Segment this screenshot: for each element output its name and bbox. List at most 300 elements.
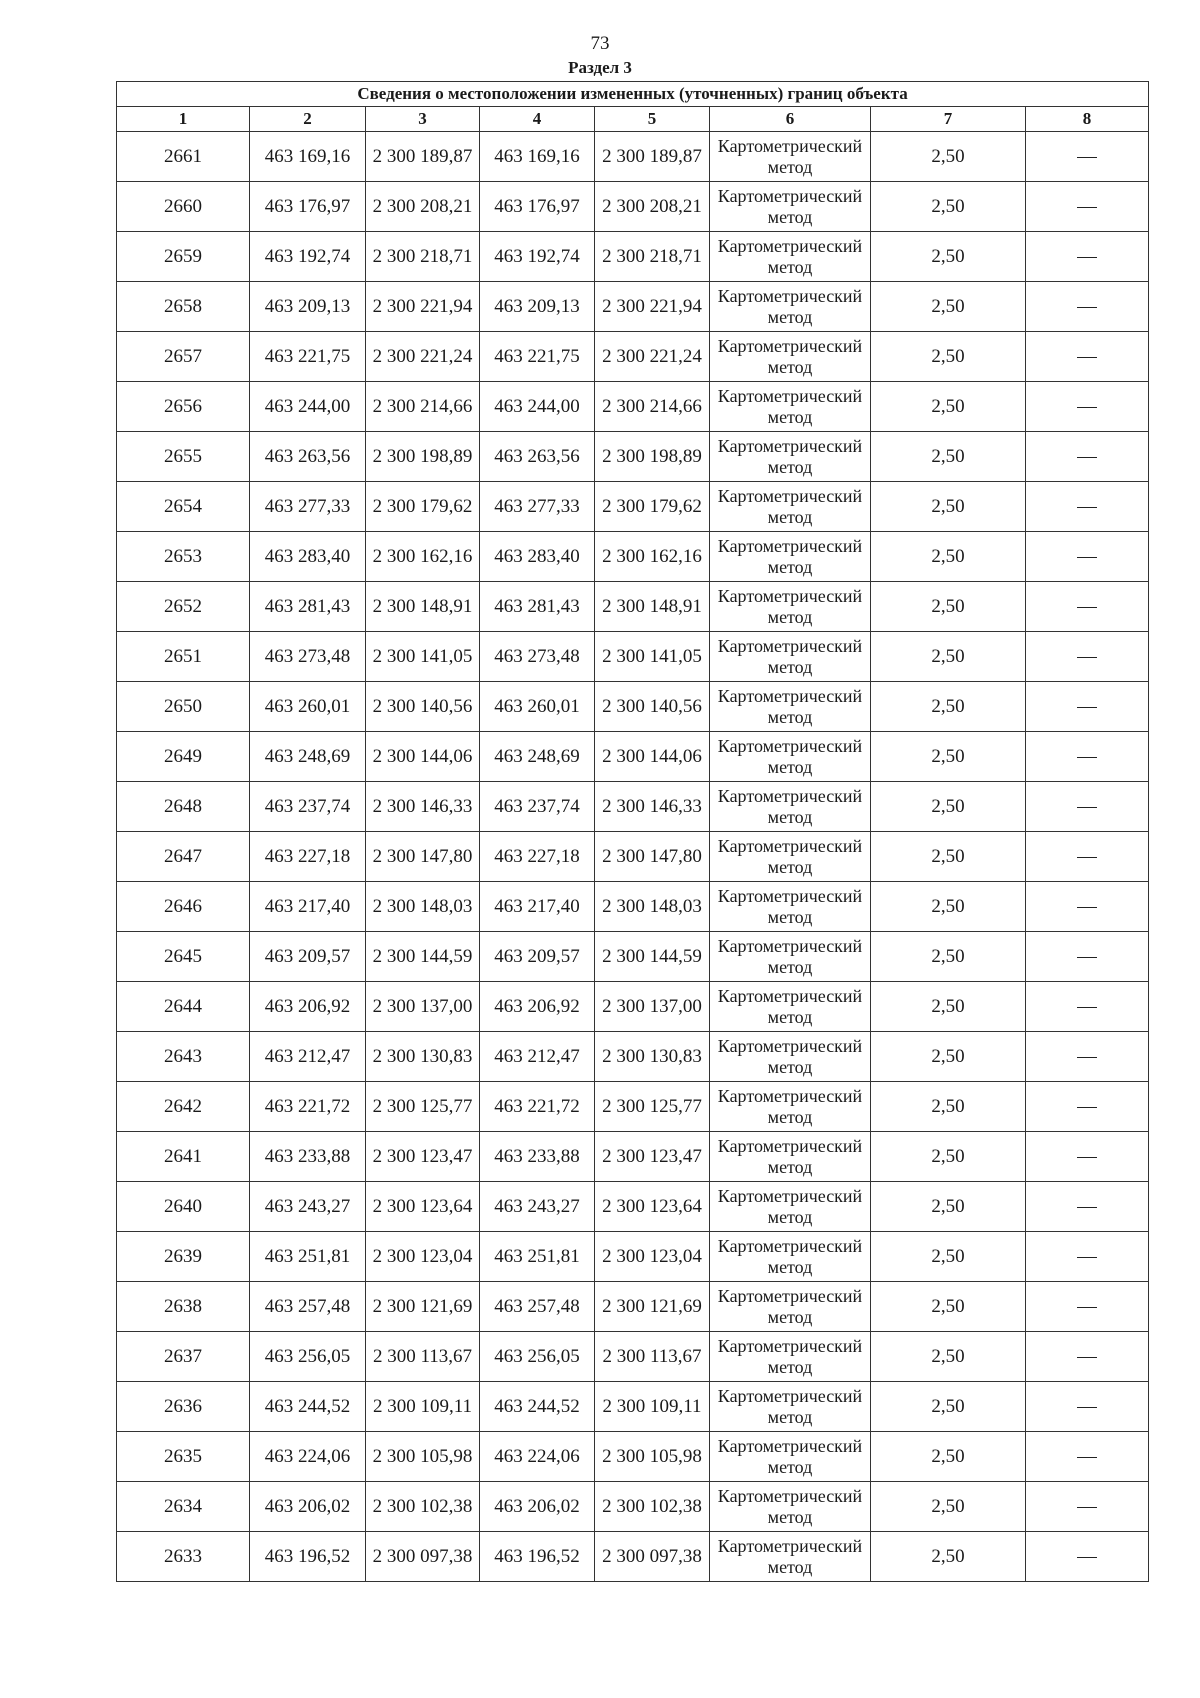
point-number-cell: 2636: [117, 1382, 250, 1432]
y-existing-cell: 2 300 121,69: [366, 1282, 480, 1332]
column-header: 3: [366, 107, 480, 132]
point-number-cell: 2655: [117, 432, 250, 482]
note-cell: [1026, 132, 1149, 182]
table-row: [117, 132, 1149, 182]
x-refined-cell: 463 237,74: [480, 782, 595, 832]
dash-mark: [1077, 1207, 1097, 1208]
dash-mark: [1077, 1457, 1097, 1458]
y-refined-cell: 2 300 146,33: [595, 782, 710, 832]
x-refined-cell: 463 260,01: [480, 682, 595, 732]
table-row: [117, 1182, 1149, 1232]
x-refined-cell: 463 251,81: [480, 1232, 595, 1282]
y-existing-cell: 2 300 123,04: [366, 1232, 480, 1282]
x-refined-cell: 463 283,40: [480, 532, 595, 582]
note-cell: [1026, 182, 1149, 232]
dash-mark: [1077, 807, 1097, 808]
dash-mark: [1077, 657, 1097, 658]
note-cell: [1026, 932, 1149, 982]
x-refined-cell: 463 169,16: [480, 132, 595, 182]
point-number-cell: 2648: [117, 782, 250, 832]
y-refined-cell: 2 300 189,87: [595, 132, 710, 182]
dash-mark: [1077, 757, 1097, 758]
point-number-cell: 2639: [117, 1232, 250, 1282]
column-header-row: [117, 107, 1149, 132]
method-cell: Картометрический метод: [710, 982, 871, 1032]
table-body: [117, 132, 1149, 1582]
x-existing-cell: 463 277,33: [250, 482, 366, 532]
y-refined-cell: 2 300 144,06: [595, 732, 710, 782]
y-existing-cell: 2 300 179,62: [366, 482, 480, 532]
dash-mark: [1077, 1107, 1097, 1108]
method-cell: Картометрический метод: [710, 132, 871, 182]
x-refined-cell: 463 224,06: [480, 1432, 595, 1482]
point-number-cell: 2653: [117, 532, 250, 582]
x-refined-cell: 463 196,52: [480, 1532, 595, 1582]
x-refined-cell: 463 227,18: [480, 832, 595, 882]
note-cell: [1026, 1432, 1149, 1482]
x-existing-cell: 463 196,52: [250, 1532, 366, 1582]
y-refined-cell: 2 300 123,47: [595, 1132, 710, 1182]
x-existing-cell: 463 281,43: [250, 582, 366, 632]
x-refined-cell: 463 273,48: [480, 632, 595, 682]
y-refined-cell: 2 300 221,94: [595, 282, 710, 332]
column-header: 1: [117, 107, 250, 132]
accuracy-cell: 2,50: [871, 1532, 1026, 1582]
x-existing-cell: 463 192,74: [250, 232, 366, 282]
y-refined-cell: 2 300 148,91: [595, 582, 710, 632]
x-existing-cell: 463 227,18: [250, 832, 366, 882]
accuracy-cell: 2,50: [871, 1482, 1026, 1532]
y-existing-cell: 2 300 130,83: [366, 1032, 480, 1082]
accuracy-cell: 2,50: [871, 182, 1026, 232]
note-cell: [1026, 282, 1149, 332]
accuracy-cell: 2,50: [871, 1082, 1026, 1132]
note-cell: [1026, 632, 1149, 682]
method-cell: Картометрический метод: [710, 532, 871, 582]
x-existing-cell: 463 260,01: [250, 682, 366, 732]
point-number-cell: 2644: [117, 982, 250, 1032]
y-refined-cell: 2 300 125,77: [595, 1082, 710, 1132]
point-number-cell: 2658: [117, 282, 250, 332]
x-existing-cell: 463 256,05: [250, 1332, 366, 1382]
y-existing-cell: 2 300 208,21: [366, 182, 480, 232]
method-cell: Картометрический метод: [710, 1432, 871, 1482]
table-row: [117, 1382, 1149, 1432]
note-cell: [1026, 1032, 1149, 1082]
x-existing-cell: 463 224,06: [250, 1432, 366, 1482]
method-cell: Картометрический метод: [710, 732, 871, 782]
method-cell: Картометрический метод: [710, 332, 871, 382]
method-cell: Картометрический метод: [710, 432, 871, 482]
table-row: [117, 182, 1149, 232]
point-number-cell: 2640: [117, 1182, 250, 1232]
x-existing-cell: 463 209,57: [250, 932, 366, 982]
x-existing-cell: 463 251,81: [250, 1232, 366, 1282]
x-refined-cell: 463 206,02: [480, 1482, 595, 1532]
x-refined-cell: 463 248,69: [480, 732, 595, 782]
method-cell: Картометрический метод: [710, 1532, 871, 1582]
method-cell: Картометрический метод: [710, 1332, 871, 1382]
y-existing-cell: 2 300 144,59: [366, 932, 480, 982]
x-existing-cell: 463 209,13: [250, 282, 366, 332]
x-existing-cell: 463 221,72: [250, 1082, 366, 1132]
table-row: [117, 682, 1149, 732]
method-cell: Картометрический метод: [710, 782, 871, 832]
note-cell: [1026, 1082, 1149, 1132]
note-cell: [1026, 1132, 1149, 1182]
point-number-cell: 2652: [117, 582, 250, 632]
point-number-cell: 2656: [117, 382, 250, 432]
dash-mark: [1077, 957, 1097, 958]
point-number-cell: 2634: [117, 1482, 250, 1532]
accuracy-cell: 2,50: [871, 232, 1026, 282]
boundary-coordinates-table: [116, 81, 1149, 1582]
y-existing-cell: 2 300 221,24: [366, 332, 480, 382]
y-existing-cell: 2 300 218,71: [366, 232, 480, 282]
point-number-cell: 2641: [117, 1132, 250, 1182]
table-row: [117, 1332, 1149, 1382]
x-refined-cell: 463 277,33: [480, 482, 595, 532]
y-refined-cell: 2 300 147,80: [595, 832, 710, 882]
y-refined-cell: 2 300 214,66: [595, 382, 710, 432]
x-refined-cell: 463 209,13: [480, 282, 595, 332]
accuracy-cell: 2,50: [871, 1282, 1026, 1332]
dash-mark: [1077, 1307, 1097, 1308]
table-row: [117, 332, 1149, 382]
y-existing-cell: 2 300 141,05: [366, 632, 480, 682]
y-existing-cell: 2 300 140,56: [366, 682, 480, 732]
table-row: [117, 732, 1149, 782]
x-existing-cell: 463 243,27: [250, 1182, 366, 1232]
accuracy-cell: 2,50: [871, 1332, 1026, 1382]
table-row: [117, 532, 1149, 582]
accuracy-cell: 2,50: [871, 882, 1026, 932]
point-number-cell: 2660: [117, 182, 250, 232]
method-cell: Картометрический метод: [710, 882, 871, 932]
method-cell: Картометрический метод: [710, 632, 871, 682]
x-refined-cell: 463 281,43: [480, 582, 595, 632]
table-row: [117, 1082, 1149, 1132]
note-cell: [1026, 682, 1149, 732]
dash-mark: [1077, 357, 1097, 358]
method-cell: Картометрический метод: [710, 1032, 871, 1082]
x-existing-cell: 463 273,48: [250, 632, 366, 682]
x-refined-cell: 463 212,47: [480, 1032, 595, 1082]
note-cell: [1026, 882, 1149, 932]
x-refined-cell: 463 243,27: [480, 1182, 595, 1232]
note-cell: [1026, 1232, 1149, 1282]
table-row: [117, 1282, 1149, 1332]
accuracy-cell: 2,50: [871, 582, 1026, 632]
point-number-cell: 2657: [117, 332, 250, 382]
table-row: [117, 1032, 1149, 1082]
dash-mark: [1077, 1407, 1097, 1408]
x-refined-cell: 463 244,52: [480, 1382, 595, 1432]
table-row: [117, 432, 1149, 482]
x-existing-cell: 463 244,52: [250, 1382, 366, 1432]
x-refined-cell: 463 263,56: [480, 432, 595, 482]
point-number-cell: 2635: [117, 1432, 250, 1482]
accuracy-cell: 2,50: [871, 432, 1026, 482]
table-row: [117, 982, 1149, 1032]
x-refined-cell: 463 217,40: [480, 882, 595, 932]
y-existing-cell: 2 300 148,03: [366, 882, 480, 932]
dash-mark: [1077, 157, 1097, 158]
y-refined-cell: 2 300 121,69: [595, 1282, 710, 1332]
point-number-cell: 2649: [117, 732, 250, 782]
column-header: 4: [480, 107, 595, 132]
x-refined-cell: 463 257,48: [480, 1282, 595, 1332]
x-existing-cell: 463 221,75: [250, 332, 366, 382]
y-refined-cell: 2 300 113,67: [595, 1332, 710, 1382]
y-existing-cell: 2 300 113,67: [366, 1332, 480, 1382]
y-existing-cell: 2 300 198,89: [366, 432, 480, 482]
table-row: [117, 1482, 1149, 1532]
note-cell: [1026, 1182, 1149, 1232]
note-cell: [1026, 732, 1149, 782]
table-row: [117, 482, 1149, 532]
table-row: [117, 882, 1149, 932]
x-refined-cell: 463 192,74: [480, 232, 595, 282]
x-existing-cell: 463 217,40: [250, 882, 366, 932]
accuracy-cell: 2,50: [871, 282, 1026, 332]
x-existing-cell: 463 176,97: [250, 182, 366, 232]
x-refined-cell: 463 206,92: [480, 982, 595, 1032]
x-existing-cell: 463 237,74: [250, 782, 366, 832]
point-number-cell: 2651: [117, 632, 250, 682]
accuracy-cell: 2,50: [871, 932, 1026, 982]
dash-mark: [1077, 307, 1097, 308]
accuracy-cell: 2,50: [871, 782, 1026, 832]
dash-mark: [1077, 1157, 1097, 1158]
x-existing-cell: 463 244,00: [250, 382, 366, 432]
table-row: [117, 632, 1149, 682]
table-row: [117, 782, 1149, 832]
method-cell: Картометрический метод: [710, 1132, 871, 1182]
x-refined-cell: 463 256,05: [480, 1332, 595, 1382]
y-existing-cell: 2 300 147,80: [366, 832, 480, 882]
accuracy-cell: 2,50: [871, 482, 1026, 532]
table-caption: Сведения о местоположении измененных (уточненных) границ объекта: [117, 82, 1149, 107]
dash-mark: [1077, 1507, 1097, 1508]
dash-mark: [1077, 207, 1097, 208]
method-cell: Картометрический метод: [710, 1182, 871, 1232]
point-number-cell: 2643: [117, 1032, 250, 1082]
y-refined-cell: 2 300 109,11: [595, 1382, 710, 1432]
point-number-cell: 2659: [117, 232, 250, 282]
note-cell: [1026, 782, 1149, 832]
x-refined-cell: 463 221,72: [480, 1082, 595, 1132]
note-cell: [1026, 332, 1149, 382]
method-cell: Картометрический метод: [710, 1482, 871, 1532]
x-refined-cell: 463 244,00: [480, 382, 595, 432]
accuracy-cell: 2,50: [871, 632, 1026, 682]
accuracy-cell: 2,50: [871, 732, 1026, 782]
table-row: [117, 1132, 1149, 1182]
accuracy-cell: 2,50: [871, 532, 1026, 582]
accuracy-cell: 2,50: [871, 382, 1026, 432]
point-number-cell: 2650: [117, 682, 250, 732]
x-existing-cell: 463 263,56: [250, 432, 366, 482]
accuracy-cell: 2,50: [871, 682, 1026, 732]
page-number: 73: [590, 33, 610, 54]
table-row: [117, 1532, 1149, 1582]
column-header: 8: [1026, 107, 1149, 132]
note-cell: [1026, 832, 1149, 882]
y-existing-cell: 2 300 097,38: [366, 1532, 480, 1582]
note-cell: [1026, 532, 1149, 582]
point-number-cell: 2647: [117, 832, 250, 882]
method-cell: Картометрический метод: [710, 182, 871, 232]
dash-mark: [1077, 907, 1097, 908]
point-number-cell: 2645: [117, 932, 250, 982]
x-existing-cell: 463 257,48: [250, 1282, 366, 1332]
y-existing-cell: 2 300 123,47: [366, 1132, 480, 1182]
y-refined-cell: 2 300 148,03: [595, 882, 710, 932]
x-existing-cell: 463 169,16: [250, 132, 366, 182]
method-cell: Картометрический метод: [710, 932, 871, 982]
note-cell: [1026, 1382, 1149, 1432]
y-existing-cell: 2 300 105,98: [366, 1432, 480, 1482]
method-cell: Картометрический метод: [710, 1232, 871, 1282]
table-row: [117, 382, 1149, 432]
note-cell: [1026, 482, 1149, 532]
table-row: [117, 1432, 1149, 1482]
x-refined-cell: 463 221,75: [480, 332, 595, 382]
accuracy-cell: 2,50: [871, 1232, 1026, 1282]
method-cell: Картометрический метод: [710, 482, 871, 532]
method-cell: Картометрический метод: [710, 682, 871, 732]
x-refined-cell: 463 233,88: [480, 1132, 595, 1182]
point-number-cell: 2661: [117, 132, 250, 182]
method-cell: Картометрический метод: [710, 582, 871, 632]
table-row: [117, 582, 1149, 632]
dash-mark: [1077, 407, 1097, 408]
x-existing-cell: 463 248,69: [250, 732, 366, 782]
y-existing-cell: 2 300 137,00: [366, 982, 480, 1032]
accuracy-cell: 2,50: [871, 1382, 1026, 1432]
table-row: [117, 232, 1149, 282]
point-number-cell: 2646: [117, 882, 250, 932]
x-existing-cell: 463 206,92: [250, 982, 366, 1032]
x-existing-cell: 463 212,47: [250, 1032, 366, 1082]
x-existing-cell: 463 206,02: [250, 1482, 366, 1532]
dash-mark: [1077, 457, 1097, 458]
method-cell: Картометрический метод: [710, 382, 871, 432]
note-cell: [1026, 982, 1149, 1032]
y-refined-cell: 2 300 218,71: [595, 232, 710, 282]
y-existing-cell: 2 300 146,33: [366, 782, 480, 832]
method-cell: Картометрический метод: [710, 832, 871, 882]
y-refined-cell: 2 300 130,83: [595, 1032, 710, 1082]
accuracy-cell: 2,50: [871, 982, 1026, 1032]
x-existing-cell: 463 283,40: [250, 532, 366, 582]
y-existing-cell: 2 300 102,38: [366, 1482, 480, 1532]
y-refined-cell: 2 300 137,00: [595, 982, 710, 1032]
y-existing-cell: 2 300 148,91: [366, 582, 480, 632]
note-cell: [1026, 1482, 1149, 1532]
dash-mark: [1077, 1557, 1097, 1558]
note-cell: [1026, 582, 1149, 632]
y-existing-cell: 2 300 125,77: [366, 1082, 480, 1132]
column-header: 7: [871, 107, 1026, 132]
method-cell: Картометрический метод: [710, 282, 871, 332]
y-refined-cell: 2 300 123,04: [595, 1232, 710, 1282]
note-cell: [1026, 382, 1149, 432]
y-existing-cell: 2 300 162,16: [366, 532, 480, 582]
point-number-cell: 2637: [117, 1332, 250, 1382]
y-refined-cell: 2 300 144,59: [595, 932, 710, 982]
dash-mark: [1077, 1057, 1097, 1058]
method-cell: Картометрический метод: [710, 1382, 871, 1432]
dash-mark: [1077, 607, 1097, 608]
y-refined-cell: 2 300 162,16: [595, 532, 710, 582]
y-refined-cell: 2 300 141,05: [595, 632, 710, 682]
y-refined-cell: 2 300 198,89: [595, 432, 710, 482]
dash-mark: [1077, 1257, 1097, 1258]
y-existing-cell: 2 300 144,06: [366, 732, 480, 782]
y-refined-cell: 2 300 221,24: [595, 332, 710, 382]
table-row: [117, 282, 1149, 332]
y-existing-cell: 2 300 109,11: [366, 1382, 480, 1432]
y-refined-cell: 2 300 097,38: [595, 1532, 710, 1582]
y-existing-cell: 2 300 221,94: [366, 282, 480, 332]
accuracy-cell: 2,50: [871, 332, 1026, 382]
accuracy-cell: 2,50: [871, 832, 1026, 882]
y-refined-cell: 2 300 179,62: [595, 482, 710, 532]
y-existing-cell: 2 300 214,66: [366, 382, 480, 432]
note-cell: [1026, 1532, 1149, 1582]
accuracy-cell: 2,50: [871, 1032, 1026, 1082]
note-cell: [1026, 432, 1149, 482]
dash-mark: [1077, 1007, 1097, 1008]
dash-mark: [1077, 1357, 1097, 1358]
method-cell: Картометрический метод: [710, 1282, 871, 1332]
dash-mark: [1077, 857, 1097, 858]
y-existing-cell: 2 300 123,64: [366, 1182, 480, 1232]
method-cell: Картометрический метод: [710, 1082, 871, 1132]
column-header: 2: [250, 107, 366, 132]
table-row: [117, 832, 1149, 882]
point-number-cell: 2633: [117, 1532, 250, 1582]
accuracy-cell: 2,50: [871, 132, 1026, 182]
table-row: [117, 932, 1149, 982]
column-header: 6: [710, 107, 871, 132]
table-row: [117, 1232, 1149, 1282]
x-refined-cell: 463 209,57: [480, 932, 595, 982]
dash-mark: [1077, 257, 1097, 258]
y-refined-cell: 2 300 105,98: [595, 1432, 710, 1482]
x-existing-cell: 463 233,88: [250, 1132, 366, 1182]
note-cell: [1026, 1332, 1149, 1382]
dash-mark: [1077, 557, 1097, 558]
note-cell: [1026, 1282, 1149, 1332]
column-header: 5: [595, 107, 710, 132]
accuracy-cell: 2,50: [871, 1132, 1026, 1182]
section-title: Раздел 3: [568, 58, 632, 77]
note-cell: [1026, 232, 1149, 282]
point-number-cell: 2654: [117, 482, 250, 532]
dash-mark: [1077, 507, 1097, 508]
accuracy-cell: 2,50: [871, 1182, 1026, 1232]
method-cell: Картометрический метод: [710, 232, 871, 282]
y-refined-cell: 2 300 102,38: [595, 1482, 710, 1532]
y-refined-cell: 2 300 140,56: [595, 682, 710, 732]
y-refined-cell: 2 300 123,64: [595, 1182, 710, 1232]
accuracy-cell: 2,50: [871, 1432, 1026, 1482]
dash-mark: [1077, 707, 1097, 708]
y-existing-cell: 2 300 189,87: [366, 132, 480, 182]
